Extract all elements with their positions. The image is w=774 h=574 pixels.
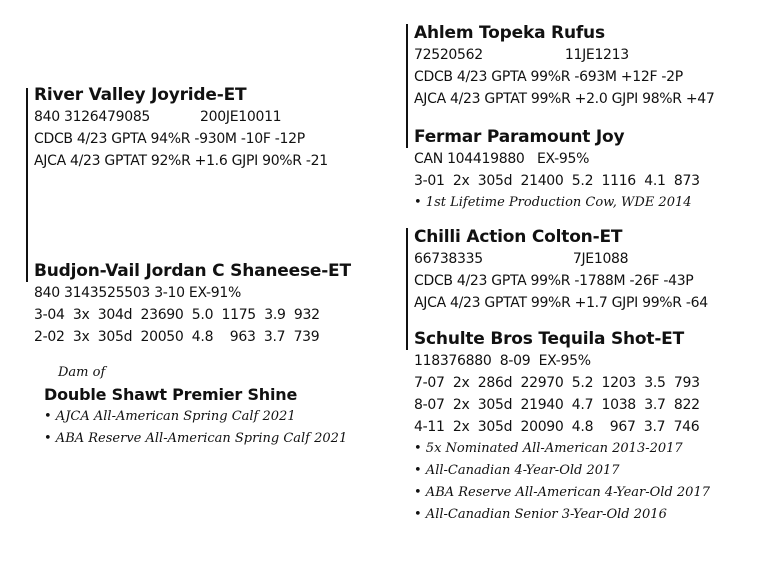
right-dam2-block: [414, 328, 710, 526]
right-dam2-award: • ABA Reserve All-American 4-Year-Old 2017: [414, 485, 710, 500]
right-dam-lact1: 3-01 2x 305d 21400 5.2 1116 4.1 873: [414, 173, 700, 189]
right-sire-reg-line: [414, 44, 715, 66]
left-bracket-dam: [26, 262, 28, 282]
left-offspring-award: • ABA Reserve All-American Spring Calf 2021: [44, 431, 348, 446]
right-dam2-award: • All-Canadian 4-Year-Old 2017: [414, 463, 620, 478]
right-sire2-block: [414, 226, 708, 314]
left-sire-code: 200JE10011: [200, 109, 282, 125]
left-offspring-award: • AJCA All-American Spring Calf 2021: [44, 409, 296, 424]
right-bracket-sire2: [406, 228, 408, 334]
left-sire-name: River Valley Joyride-ET: [34, 85, 247, 105]
right-dam2-lact3: 4-11 2x 305d 20090 4.8 967 3.7 746: [414, 419, 700, 435]
left-sire-cdcb: CDCB 4/23 GPTA 94%R -930M -10F -12P: [34, 131, 305, 147]
right-dam-block: [414, 126, 700, 214]
right-dam2-award: • 5x Nominated All-American 2013-2017: [414, 441, 683, 456]
right-sire2-reg: 66738335: [414, 251, 483, 267]
right-dam-reg: CAN 104419880 EX-95%: [414, 151, 590, 167]
left-sire-reg: 840 3126479085: [34, 109, 151, 125]
left-dam-lact1: 3-04 3x 304d 23690 5.0 1175 3.9 932: [34, 307, 320, 323]
right-sire2-reg-line: [414, 248, 708, 270]
right-sire-reg: 72520562: [414, 47, 483, 63]
right-dam2-reg: 118376880 8-09 EX-95%: [414, 353, 591, 369]
right-dam-name: Fermar Paramount Joy: [414, 127, 625, 147]
right-bracket-sire: [406, 24, 408, 130]
right-sire2-ajca: AJCA 4/23 GPTAT 99%R +1.7 GJPI 99%R -64: [414, 295, 708, 311]
right-dam2-name: Schulte Bros Tequila Shot-ET: [414, 329, 684, 349]
right-sire-code: 11JE1213: [564, 47, 629, 63]
right-sire-cdcb: CDCB 4/23 GPTA 99%R -693M +12F -2P: [414, 69, 683, 85]
right-dam2-lact2: 8-07 2x 305d 21940 4.7 1038 3.7 822: [414, 397, 700, 413]
right-dam2-lact1: 7-07 2x 286d 22970 5.2 1203 3.5 793: [414, 375, 700, 391]
right-sire-name: Ahlem Topeka Rufus: [414, 23, 605, 43]
right-dam-award: • 1st Lifetime Production Cow, WDE 2014: [414, 195, 692, 210]
left-sire-ajca: AJCA 4/23 GPTAT 92%R +1.6 GJPI 90%R -21: [34, 153, 328, 169]
right-sire2-name: Chilli Action Colton-ET: [414, 227, 623, 247]
left-sire-block: [34, 84, 328, 172]
left-dam-name: Budjon-Vail Jordan C Shaneese-ET: [34, 261, 351, 281]
right-dam2-award: • All-Canadian Senior 3-Year-Old 2016: [414, 507, 667, 522]
left-bracket-sire: [26, 88, 28, 264]
left-offspring-name: Double Shawt Premier Shine: [44, 385, 298, 404]
right-bracket-dam2: [406, 330, 408, 350]
left-dam-lact2: 2-02 3x 305d 20050 4.8 963 3.7 739: [34, 329, 320, 345]
left-dam-block: [34, 260, 351, 348]
right-sire2-cdcb: CDCB 4/23 GPTA 99%R -1788M -26F -43P: [414, 273, 694, 289]
right-sire2-code: 7JE1088: [572, 251, 629, 267]
right-bracket-dam: [406, 128, 408, 148]
left-offspring-block: [44, 384, 347, 450]
left-dam-reg: 840 3143525503 3-10 EX-91%: [34, 285, 242, 301]
right-sire-ajca: AJCA 4/23 GPTAT 99%R +2.0 GJPI 98%R +47: [414, 91, 715, 107]
left-sire-reg-line: [34, 106, 328, 128]
right-sire-block: [414, 22, 715, 110]
left-dam-of-label: Dam of: [58, 365, 106, 380]
